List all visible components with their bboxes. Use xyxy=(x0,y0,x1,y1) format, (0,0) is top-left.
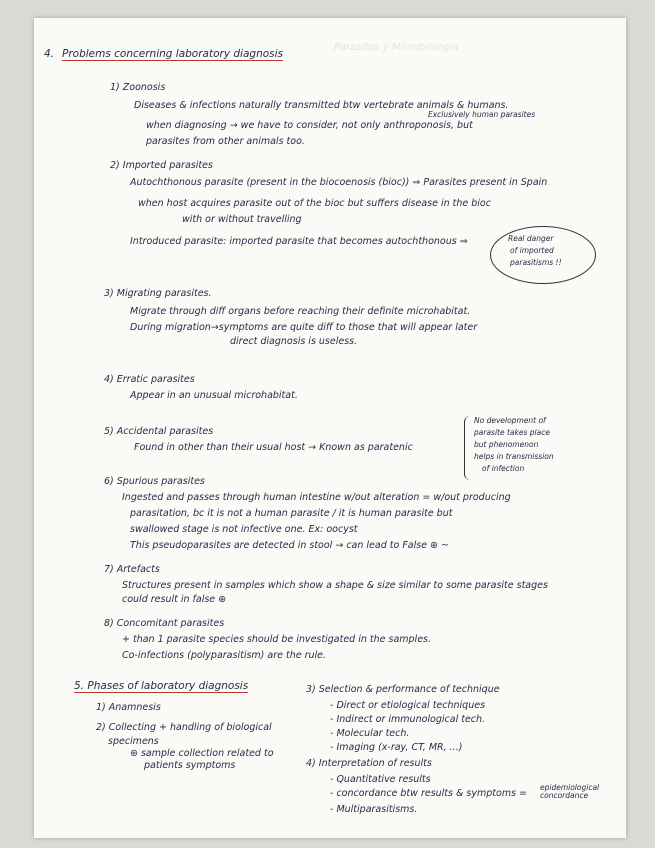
accidental-brace xyxy=(464,416,471,480)
technique-item-4: - Imaging (x-ray, CT, MR, ...) xyxy=(330,742,463,753)
phase-collecting-note-2: patients symptoms xyxy=(144,760,236,771)
concomitant-line-2: Co-infections (polyparasitism) are the rule. xyxy=(122,650,327,661)
accidental-note-3: but phenomenon xyxy=(474,440,539,449)
bleed-through-text: Parasitos y Microbiologia xyxy=(334,42,459,53)
phase-collecting-note-1: ⊛ sample collection related to xyxy=(130,748,274,759)
technique-item-2: - Indirect or immunological tech. xyxy=(330,714,486,725)
accidental-note-1: No development of xyxy=(474,416,546,425)
imported-line-3: with or without travelling xyxy=(182,214,302,225)
page-title: Problems concerning laboratory diagnosis xyxy=(62,48,284,60)
concomitant-line-1: + than 1 parasite species should be investigated in the samples. xyxy=(122,634,432,645)
zoonosis-title: 1) Zoonosis xyxy=(110,82,166,93)
migrating-line-3: direct diagnosis is useless. xyxy=(230,336,358,347)
technique-item-3: - Molecular tech. xyxy=(330,728,410,739)
imported-line-4: Introduced parasite: imported parasite that becomes autochthonous ⇒ xyxy=(130,236,468,247)
concomitant-title: 8) Concomitant parasites xyxy=(104,618,225,629)
erratic-line-1: Appear in an unusual microhabitat. xyxy=(130,390,298,401)
result-item-3: - Multiparasitisms. xyxy=(330,804,418,815)
phase-collecting-2: specimens xyxy=(108,736,159,747)
danger-note-3: parasitisms !! xyxy=(510,258,562,267)
accidental-title: 5) Accidental parasites xyxy=(104,426,214,437)
accidental-note-4: helps in transmission xyxy=(474,452,554,461)
result-item-1: - Quantitative results xyxy=(330,774,431,785)
spurious-line-4: This pseudoparasites are detected in stool → can lead to False ⊕ ~ xyxy=(130,540,450,551)
phases-title: 5. Phases of laboratory diagnosis xyxy=(74,680,249,692)
erratic-title: 4) Erratic parasites xyxy=(104,374,195,385)
section-number: 4. xyxy=(44,48,55,60)
notebook-page xyxy=(34,18,626,838)
migrating-line-1: Migrate through diff organs before reaching their definite microhabitat. xyxy=(130,306,471,317)
migrating-line-2: During migration→symptoms are quite diff to those that will appear later xyxy=(130,322,478,333)
result-item-2: - concordance btw results & symptoms = xyxy=(330,788,528,799)
artefacts-title: 7) Artefacts xyxy=(104,564,160,575)
danger-note-2: of imported xyxy=(510,246,554,255)
accidental-line-1: Found in other than their usual host → Known as paratenic xyxy=(134,442,413,453)
zoonosis-line-1: Diseases & infections naturally transmitted btw vertebrate animals & humans. xyxy=(134,100,509,111)
artefacts-line-2: could result in false ⊕ xyxy=(122,594,227,605)
accidental-note-5: of infection xyxy=(482,464,525,473)
zoonosis-line-2: when diagnosing → we have to consider, not only anthroponosis, but xyxy=(146,120,473,131)
result-item-note: epidemiological concordance xyxy=(540,783,600,800)
imported-title: 2) Imported parasites xyxy=(110,160,213,171)
spurious-line-2: parasitation, bc it is not a human parasite / it is human parasite but xyxy=(130,508,453,519)
danger-note-1: Real danger xyxy=(508,234,554,243)
migrating-title: 3) Migrating parasites. xyxy=(104,288,212,299)
phase-selection: 3) Selection & performance of technique xyxy=(306,684,500,695)
spurious-line-1: Ingested and passes through human intestine w/out alteration = w/out producing xyxy=(122,492,511,503)
phase-collecting: 2) Collecting + handling of biological xyxy=(96,722,272,733)
zoonosis-line-3: parasites from other animals too. xyxy=(146,136,305,147)
phase-anamnesis: 1) Anamnesis xyxy=(96,702,161,713)
imported-line-2: when host acquires parasite out of the bioc but suffers disease in the bioc xyxy=(138,198,491,209)
accidental-note-2: parasite takes place xyxy=(474,428,550,437)
zoonosis-note: Exclusively human parasites xyxy=(428,110,536,119)
artefacts-line-1: Structures present in samples which show a shape & size similar to some parasite stages xyxy=(122,580,548,591)
spurious-line-3: swallowed stage is not infective one. Ex: oocyst xyxy=(130,524,358,535)
phase-interpretation: 4) Interpretation of results xyxy=(306,758,432,769)
spurious-title: 6) Spurious parasites xyxy=(104,476,205,487)
imported-line-1: Autochthonous parasite (present in the biocoenosis (bioc)) ⇒ Parasites present in Spain xyxy=(130,177,548,188)
technique-item-1: - Direct or etiological techniques xyxy=(330,700,486,711)
